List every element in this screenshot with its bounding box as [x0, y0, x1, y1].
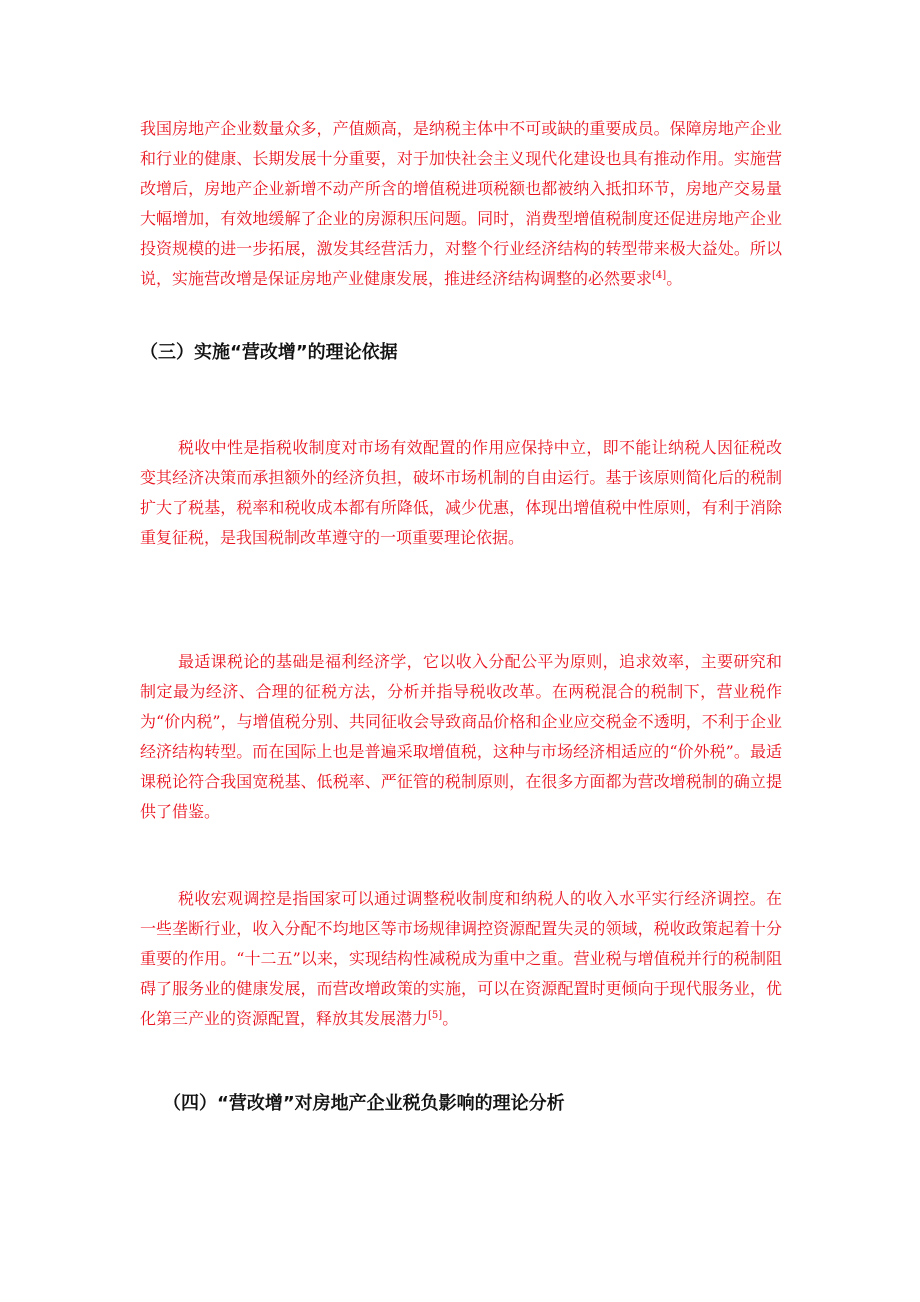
- paragraph-tax-neutrality: 税收中性是指税收制度对市场有效配置的作用应保持中立，即不能让纳税人因征税改变其经济决策而承担额外的经济负担，破坏市场机制的自由运行。基于该原则简化后的税制扩大了税基，税率和税收成本都有所降低，减少优惠，体现出增值税中性原则，有利于消除重复征税，是我国税制改革遵守的一项重要理论依据。: [140, 438, 782, 547]
- paragraph-end-mark: 。: [666, 269, 683, 288]
- paragraph-optimal-taxation: 最适课税论的基础是福利经济学，它以收入分配公平为原则，追求效率，主要研究和制定最为经济、合理的征税方法，分析并指导税收改革。在两税混合的税制下，营业税作为“价内税”，与增值税分别、共同征收会导致商品价格和企业应交税金不透明，不利于企业经济结构转型。而在国际上也是普遍采取增值税，这种与市场经济相适应的“价外税”。最适课税论符合我国宽税基、低税率、严征管的税制原则，在很多方面都为营改增税制的确立提供了借鉴。: [140, 652, 782, 821]
- paragraph-macro-regulation: [140, 884, 782, 1034]
- section-heading-theoretical-basis: （三）实施“营改增”的理论依据: [140, 342, 398, 363]
- paragraph-text: 我国房地产企业数量众多，产值颇高，是纳税主体中不可或缺的重要成员。保障房地产企业和行业的健康、长期发展十分重要，对于加快社会主义现代化建设也具有推动作用。实施营改增后，房地产企业新增不动产所含的增值税进项税额也都被纳入抵扣环节，房地产交易量大幅增加，有效地缓解了企业的房源积压问题。同时，消费型增值税制度还促进房地产企业投资规模的进一步拓展，激发其经营活力，对整个行业经济结构的转型带来极大益处。所以说，实施营改增是保证房地产业健康发展，推进经济结构调整的必然要求: [140, 119, 782, 288]
- citation-reference: [4]: [652, 270, 667, 281]
- paragraph-real-estate-importance: [140, 114, 782, 294]
- paragraph-text: 税收宏观调控是指国家可以通过调整税收制度和纳税人的收入水平实行经济调控。在一些垄断行业，收入分配不均地区等市场规律调控资源配置失灵的领域，税收政策起着十分重要的作用。“十二五”以来，实现结构性减税成为重中之重。营业税与增值税并行的税制阻碍了服务业的健康发展，而营改增政策的实施，可以在资源配置时更倾向于现代服务业，优化第三产业的资源配置，释放其发展潜力: [140, 889, 782, 1028]
- section-heading-tax-burden-analysis: （四）“营改增”对房地产企业税负影响的理论分析: [163, 1093, 565, 1114]
- citation-reference: [5]: [428, 1010, 443, 1021]
- paragraph-end-mark: 。: [442, 1009, 459, 1028]
